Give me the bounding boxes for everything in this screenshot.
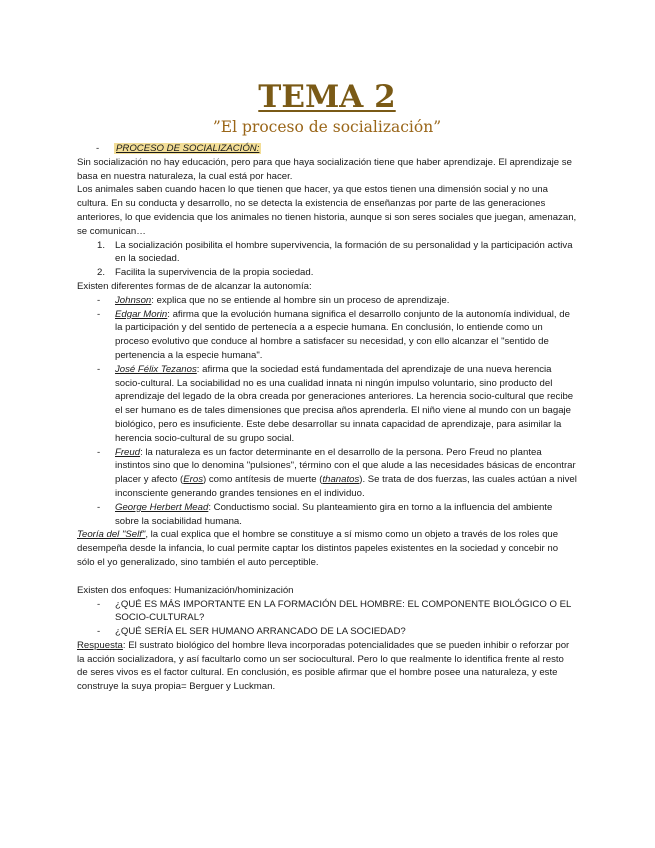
author-name: Freud: [115, 446, 141, 458]
numbered-item: 2. Facilita la supervivencia de la propia sociedad.: [97, 267, 314, 279]
approaches-intro: Existen dos enfoques: Humanización/hominización: [77, 584, 294, 596]
author-name: Johnson: [115, 294, 152, 306]
section-heading-text: PROCESO DE SOCIALIZACIÓN:: [116, 143, 260, 154]
author-name: George Herbert Mead: [115, 501, 209, 513]
authors-list: [77, 294, 577, 529]
forms-intro: Existen diferentes formas de de alcanzar la autonomía:: [77, 280, 312, 292]
author-item-tezanos: - José Félix Tezanos: afirma que la sociedad está fundamentada del aprendizaje de una nueva herencia socio-cultural. La sociabilidad no es una cualidad innata ni ningún impulso voluntario, sino producto del aprendizaje del legado de la obra creada por generaciones anteriores. La herencia socio-cultural que recibe el ser humano es de tales dimensiones que precisa años aprenderla. El niño viene al mundo con un bagaje biológico, pero es insuficiente. Este debe desarrollar su innata capacidad de aprendizaje, para asimilar la herencia socio-cultural de su grupo social.: [97, 363, 574, 444]
author-item-mead: - George Herbert Mead: Conductismo social. Su planteamiento gira en torno a la influencia del ambiente sobre la sociabilidad humana.: [97, 501, 553, 527]
answer-label: Respuesta: [77, 639, 123, 651]
document-title: TEMA 2: [258, 79, 396, 115]
numbered-list: [77, 239, 577, 280]
author-item-morin: - Edgar Morin: afirma que la evolución humana significa el desarrollo conjunto de la autonomía individual, de la participación y del sentido de pertenecía a a especie humana. En conclusión, lo entiende como un proceso evolutivo que conduce al hombre a satisfacer su necesidad, y con ello alcanzar el "sentido de pertenencia a la especie humana".: [97, 308, 570, 361]
author-name: Edgar Morin: [115, 308, 168, 320]
intro-paragraph-2: Los animales saben cuando hacen lo que tienen que hacer, ya que estos tienen una dimensión social y no una cultura. En su conducta y desarrollo, no se detecta la existencia de enseñanzas por parte de las generaciones anteriores, lo que evidencia que los animales no tienen historia, aunque si son seres sociales que juegan, amenazan, se comunican…: [77, 184, 577, 237]
questions-list: [77, 598, 577, 639]
question-item: - ¿QUÉ SERÍA EL SER HUMANO ARRANCADO DE LA SOCIEDAD?: [97, 626, 406, 638]
author-item-johnson: - Johnson: explica que no se entiende al hombre sin un proceso de aprendizaje.: [97, 294, 450, 306]
intro-paragraph-1: Sin socialización no hay educación, pero para que haya socialización tiene que haber aprendizaje. El aprendizaje se basa en nuestra naturaleza, la cual está por hacer.: [77, 156, 572, 182]
section-heading: [77, 142, 577, 156]
term-eros: Eros: [183, 474, 203, 486]
author-item-freud: - Freud: la naturaleza es un factor determinante en el desarrollo de la persona. Pero Freud no plantea instintos sino que lo denomina "pulsiones", término con el que alude a las necesidades básicas de encontrar placer y afecto (Eros) como antítesis de muerte (thanatos). Se trata de dos fuerzas, las cuales actúan a nivel inconsciente generando grandes tensiones en el individuo.: [97, 446, 577, 499]
answer-paragraph: Respuesta: El sustrato biológico del hombre lleva incorporadas potencialidades que se pueden inhibir o reforzar por la acción socializadora, y así facultarlo como un ser sociocultural. Pero lo que realmente lo identifica frente al resto de seres vivos es el factor cultural. En conclusión, es posible afirmar que el hombre posee una naturaleza, y este construye la suya propia= Berguer y Luckman.: [77, 639, 570, 693]
self-theory-name: Teoría del "Self": [77, 529, 146, 541]
document-subtitle: ”El proceso de socialización”: [212, 118, 442, 136]
numbered-item: 1. La socialización posibilita el hombre supervivencia, la formación de su personalidad y la participación activa en la sociedad.: [97, 239, 573, 265]
paragraph-gap: [77, 570, 577, 584]
term-thanatos: thanatos: [322, 474, 360, 486]
author-name: José Félix Tezanos: [115, 363, 197, 375]
self-theory-paragraph: Teoría del "Self", la cual explica que el hombre se constituye a sí mismo como un objeto a través de los roles que desempeña desde la infancia, lo cual permite captar los distintos papeles existentes en la sociedad y concebir no sólo el yo generalizado, sino también el auto perceptible.: [77, 529, 559, 568]
section-dash: -: [96, 143, 100, 154]
question-item: - ¿QUÉ ES MÁS IMPORTANTE EN LA FORMACIÓN DEL HOMBRE: EL COMPONENTE BIOLÓGICO O EL SOCIO-CULTURAL?: [97, 598, 571, 624]
